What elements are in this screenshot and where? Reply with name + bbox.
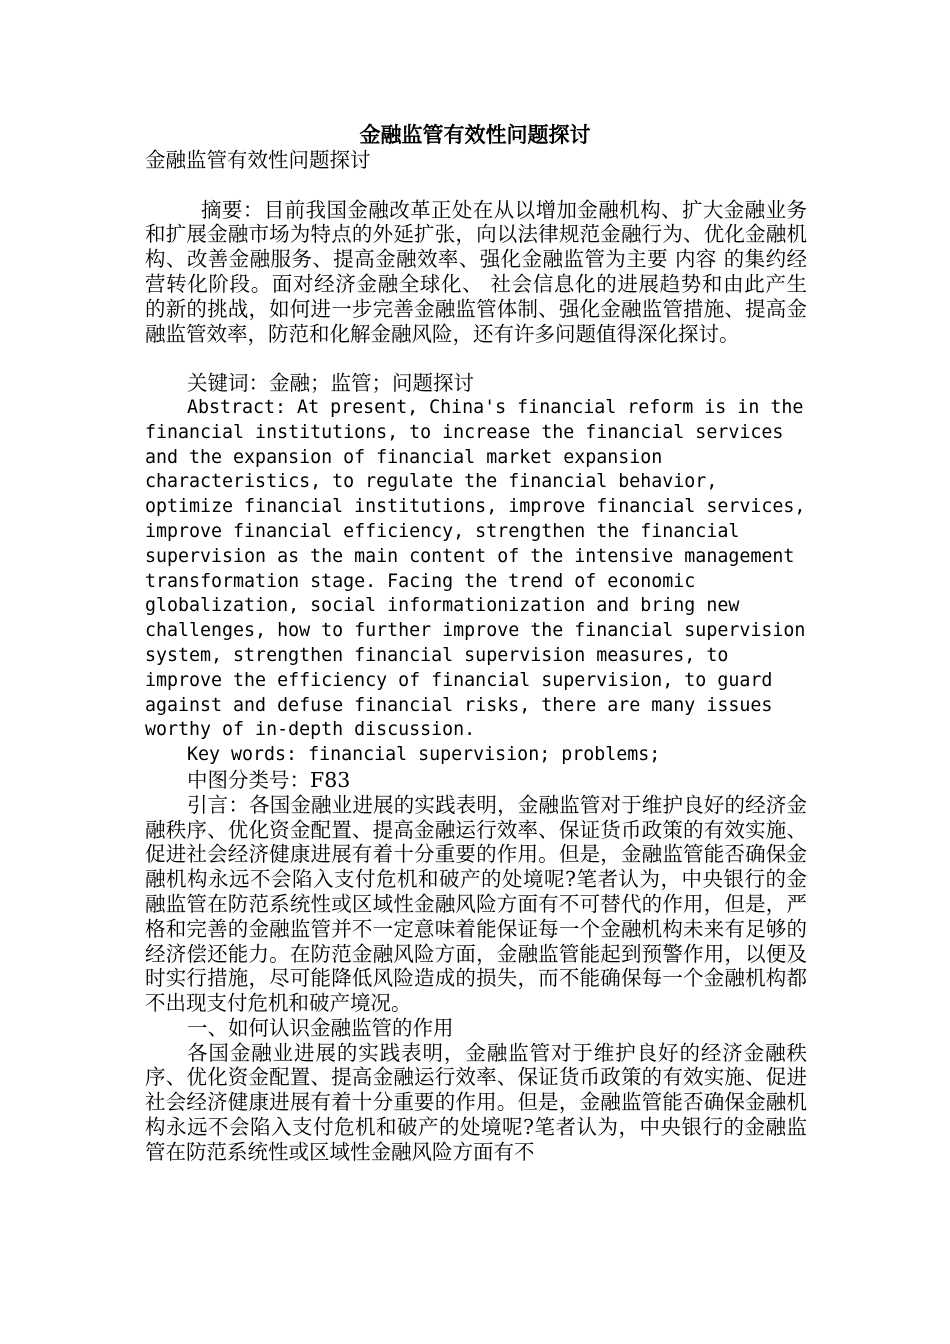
spacer bbox=[145, 346, 807, 371]
classification-code: 中图分类号：F83 bbox=[187, 767, 351, 792]
document-title: 金融监管有效性问题探讨 bbox=[359, 123, 591, 147]
keywords-cn: 关键词：金融；监管；问题探讨 bbox=[187, 371, 474, 396]
document-body bbox=[145, 148, 807, 1165]
abstract-en: Abstract: At present, China's financial reform is in the financial institutions, to increase the financial services and the expansion of financial market expansion characteristics, to regulate the financial behavior, optimize financial institutions, improve financial services, improve financial efficiency, strengthen the financial supervision as the main content of the intensive management transformation stage. Facing the trend of economic globalization, social informationization and bring new challenges, how to further improve the financial supervision system, strengthen financial supervision measures, to improve the efficiency of financial supervision, to guard against and defuse financial risks, there are many issues worthy of in-depth discussion. bbox=[145, 396, 806, 741]
section-1-paragraph: 各国金融业进展的实践表明，金融监管对于维护良好的经济金融秩序、优化资金配置、提高金融运行效率、保证货币政策的有效实施、促进社会经济健康进展有着十分重要的作用。但是，金融监管能否确保金融机构永远不会陷入支付危机和破产的处境呢?笔者认为，中央银行的金融监管在防范系统性或区域性金融风险方面有不 bbox=[145, 1040, 807, 1164]
spacer bbox=[145, 173, 807, 198]
section-1-heading: 一、如何认识金融监管的作用 bbox=[187, 1015, 454, 1040]
keywords-en: Key words: financial supervision; problems; bbox=[187, 744, 661, 766]
document-subtitle: 金融监管有效性问题探讨 bbox=[145, 148, 371, 172]
introduction-paragraph: 引言：各国金融业进展的实践表明，金融监管对于维护良好的经济金融秩序、优化资金配置、提高金融运行效率、保证货币政策的有效实施、促进社会经济健康进展有着十分重要的作用。但是，金融监管能否确保金融机构永远不会陷入支付危机和破产的处境呢?笔者认为，中央银行的金融监管在防范系统性或区域性金融风险方面有不可替代的作用，但是，严格和完善的金融监管并不一定意味着能保证每一个金融机构未来有足够的经济偿还能力。在防范金融风险方面，金融监管能起到预警作用，以便及时实行措施，尽可能降低风险造成的损失，而不能确保每一个金融机构都不出现支付危机和破产境况。 bbox=[145, 792, 807, 1016]
abstract-cn: 摘要：目前我国金融改革正处在从以增加金融机构、扩大金融业务和扩展金融市场为特点的外延扩张，向以法律规范金融行为、优化金融机构、改善金融服务、提高金融效率、强化金融监管为主要 内容 的集约经营转化阶段。面对经济金融全球化、 社会信息化的进展趋势和由此产生的新的挑战，如何进一步完善金融监管体制、强化金融监管措施、提高金融监管效率，防范和化解金融风险，还有许多问题值得深化探讨。 bbox=[145, 197, 807, 346]
